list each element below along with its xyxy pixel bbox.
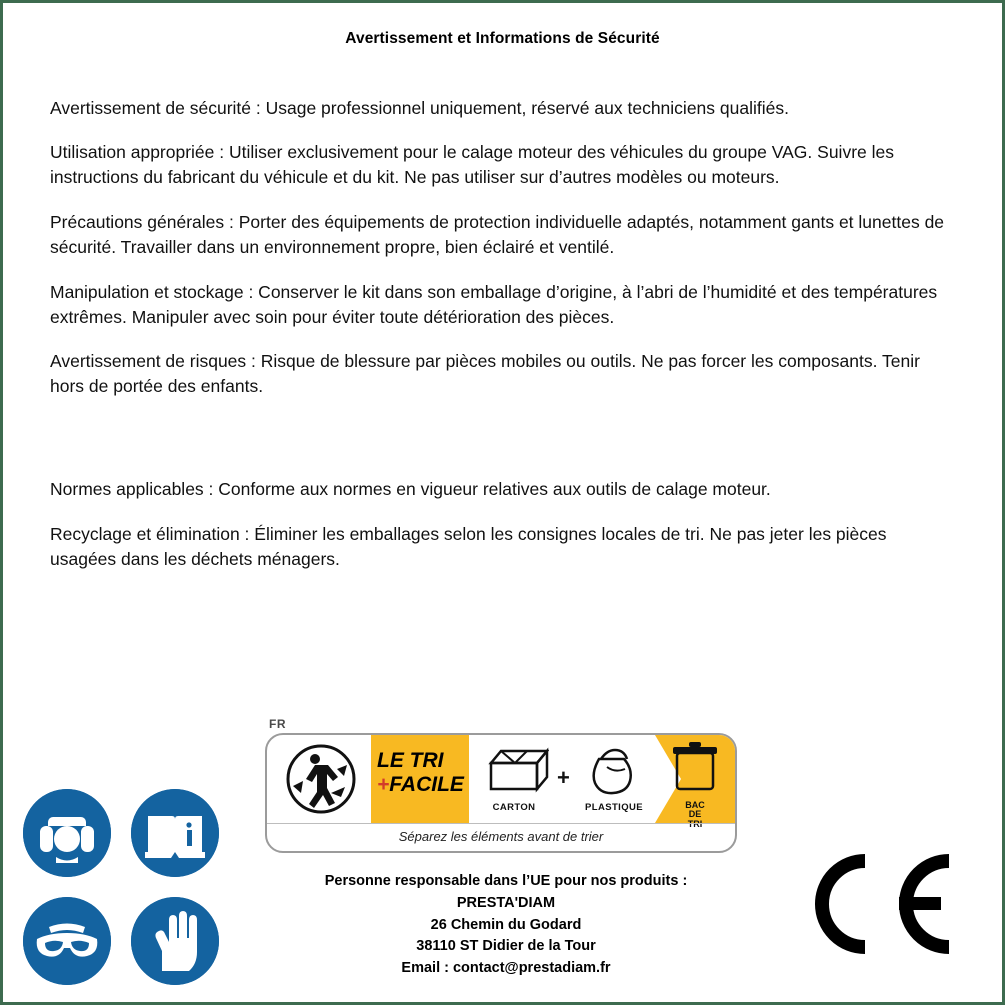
triman-slogan <box>377 749 469 796</box>
paragraph-general-precautions: Précautions générales : Porter des équipements de protection individuelle adaptés, notamment gants et lunettes de sécurité. Travailler dans un environnement propre, bien éclairé et ventilé. <box>50 212 945 257</box>
triman-bin-item <box>663 741 727 829</box>
carton-box-icon <box>479 743 549 795</box>
triman-figure-icon <box>275 741 367 817</box>
hand-protection-icon <box>131 897 219 985</box>
triman-plus-sign: + <box>557 765 570 790</box>
responsible-address-line2: 38110 ST Didier de la Tour <box>416 938 596 955</box>
triman-slogan-line2: FACILE <box>389 772 464 796</box>
triman-plastique-item <box>575 743 653 813</box>
paragraph-risk-warning: Avertissement de risques : Risque de blessure par pièces mobiles ou outils. Ne pas forcer les composants. Tenir hors de portée des enfants. <box>50 351 920 397</box>
triman-footer-text: Séparez les éléments avant de trier <box>267 823 735 850</box>
paragraph-intended-use: Utilisation appropriée : Utiliser exclusivement pour le calage moteur des véhicules du groupe VAG. Suivre les instructions du fabricant du véhicule et du kit. Ne pas utiliser sur d’autres modèles ou moteurs. <box>50 142 894 188</box>
responsible-company: PRESTA'DIAM <box>456 894 556 911</box>
triman-bin-line1: BAC <box>685 800 705 810</box>
paragraph-handling-storage: Manipulation et stockage : Conserver le kit dans son emballage d’origine, à l’abri de l’humidité et des températures extrêmes. Manipuler avec soin pour éviter toute détérioration des pièces. <box>50 281 938 327</box>
triman-country-code: FR <box>269 717 286 731</box>
eye-protection-icon <box>23 897 111 985</box>
recycling-bin-icon <box>667 741 723 795</box>
responsible-heading: Personne responsable dans l’UE pour nos produits : <box>324 873 688 889</box>
paragraph-recycling-disposal: Recyclage et élimination : Éliminer les emballages selon les consignes locales de tri. Ne pas jeter les pièces usagées dans les déchets ménagers. <box>50 523 887 569</box>
pictogram-group <box>21 789 231 989</box>
triman-bin-line3: TRI <box>687 818 703 829</box>
paragraph-applicable-standards: Normes applicables : Conforme aux normes en vigueur relatives aux outils de calage moteur. <box>50 479 771 500</box>
ce-marking-icon <box>803 849 953 959</box>
read-instructions-icon <box>131 789 219 877</box>
responsible-address-line1: 26 Chemin du Godard <box>430 916 582 933</box>
responsible-person-block <box>236 871 776 980</box>
ear-protection-icon <box>23 789 111 877</box>
triman-recycling-label <box>265 717 735 849</box>
triman-carton-caption: CARTON <box>492 802 536 813</box>
page-title: Avertissement et Informations de Sécurité <box>345 30 660 47</box>
triman-slogan-line1: LE TRI <box>377 749 444 772</box>
triman-plastique-caption: PLASTIQUE <box>585 802 643 813</box>
triman-slogan-plus: + <box>377 772 390 796</box>
triman-bin-line2: DE <box>688 809 702 820</box>
responsible-email: Email : contact@prestadiam.fr <box>401 960 611 976</box>
plastic-bag-icon <box>579 743 649 795</box>
document-body <box>50 48 955 572</box>
paragraph-safety-warning: Avertissement de sécurité : Usage professionnel uniquement, réservé aux techniciens qualifiés. <box>50 97 789 118</box>
triman-carton-item <box>475 743 553 813</box>
